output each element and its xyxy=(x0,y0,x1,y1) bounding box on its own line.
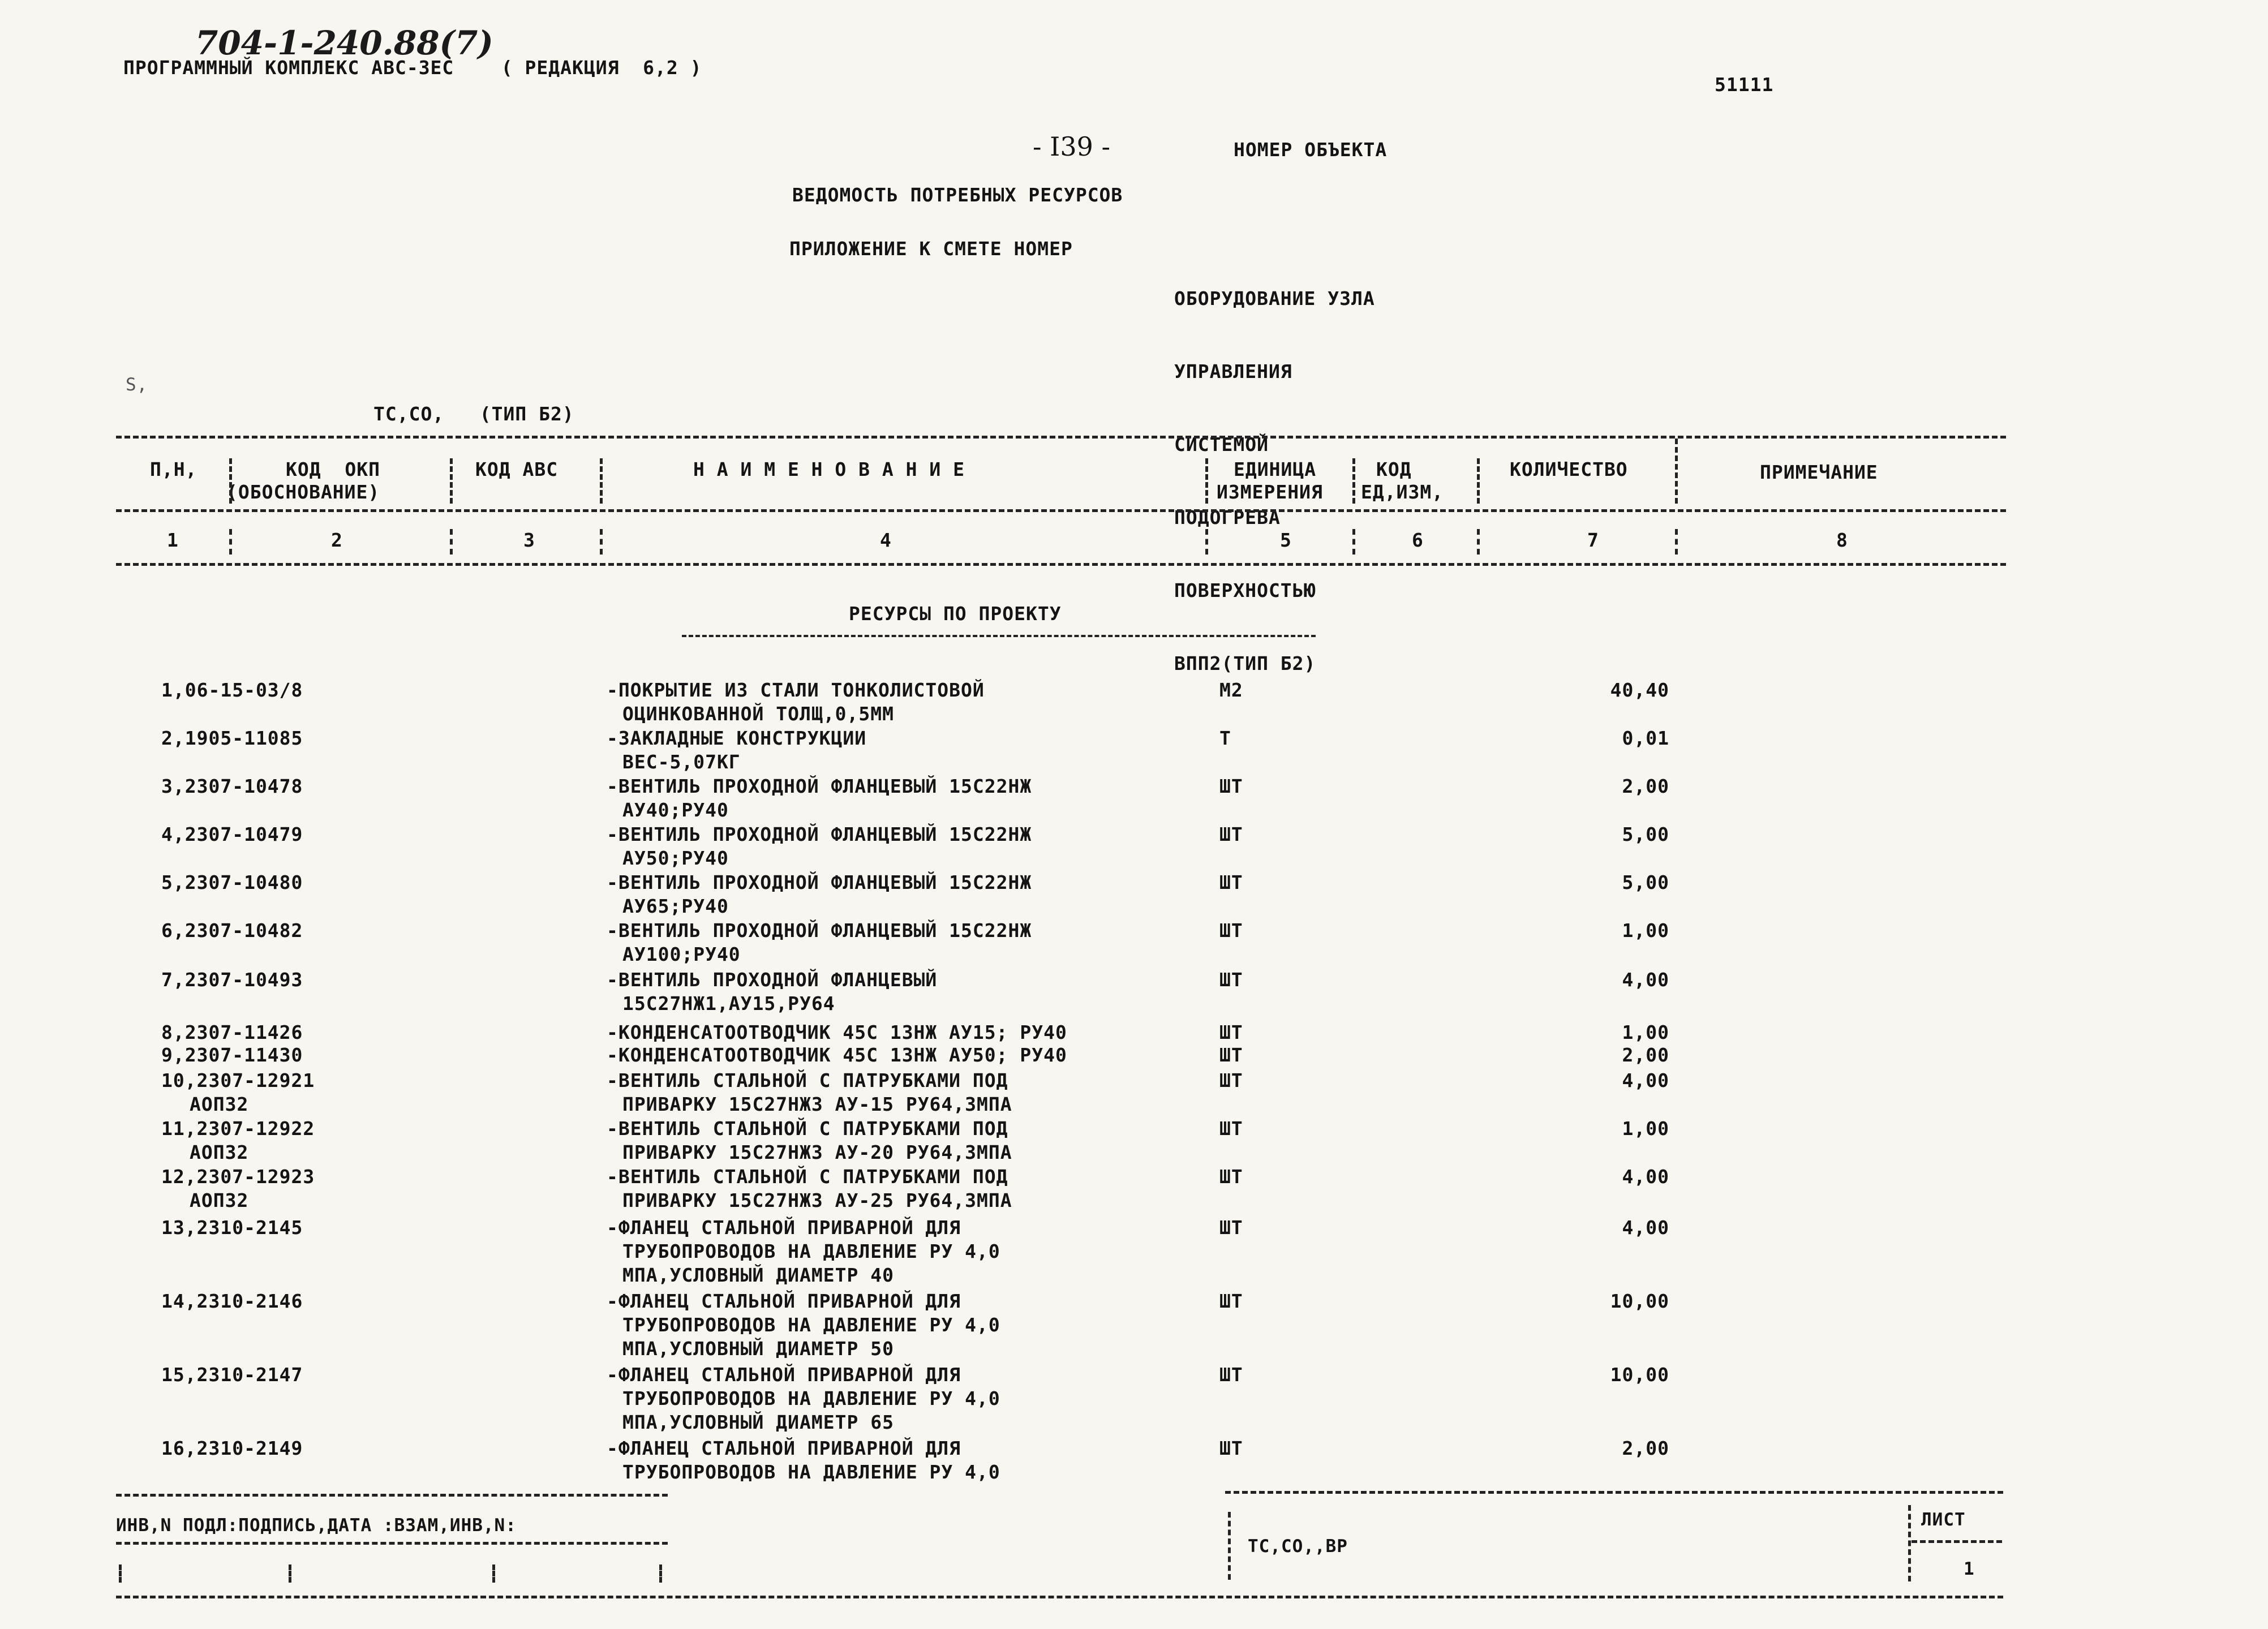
header-unit-code-measure: ЕД,ИЗМ, xyxy=(1361,481,1444,503)
header-name: Н А И М Е Н О В А Н И Е xyxy=(693,458,965,480)
row-code: 15,2310-2147 xyxy=(161,1364,303,1386)
col-number: 5 xyxy=(1280,529,1292,551)
row-name-line: ТРУБОПРОВОДОВ НА ДАВЛЕНИЕ РУ 4,0 xyxy=(622,1461,1000,1483)
appendix-line: ВПП2(ТИП Б2) xyxy=(1174,652,1316,674)
page-number: - I39 - xyxy=(1033,131,1111,162)
row-code: 2,1905-11085 xyxy=(161,727,303,749)
header-unit-code: КОД xyxy=(1376,458,1412,480)
header-mid-rule xyxy=(116,509,2006,512)
col-separator xyxy=(600,529,603,555)
col-number: 1 xyxy=(167,529,179,551)
col-number: 2 xyxy=(331,529,343,551)
col-number: 6 xyxy=(1412,529,1424,551)
row-name-line: -КОНДЕНСАТООТВОДЧИК 45С 13НЖ АУ15; РУ40 xyxy=(607,1021,1067,1043)
row-name-line: -ВЕНТИЛЬ ПРОХОДНОЙ ФЛАНЦЕВЫЙ 15С22НЖ xyxy=(607,775,1032,797)
row-name-line: ПРИВАРКУ 15С27НЖ3 АУ-20 РУ64,3МПА xyxy=(622,1141,1012,1163)
row-unit: ШТ xyxy=(1219,1437,1243,1459)
row-name-line: ТРУБОПРОВОДОВ НА ДАВЛЕНИЕ РУ 4,0 xyxy=(622,1314,1000,1336)
row-quantity: 1,00 xyxy=(1622,1021,1669,1043)
row-unit: ШТ xyxy=(1219,1290,1243,1312)
col-number: 3 xyxy=(523,529,535,551)
row-code: 16,2310-2149 xyxy=(161,1437,303,1459)
col-separator xyxy=(450,458,453,504)
row-code: 13,2310-2145 xyxy=(161,1217,303,1239)
sheet-number: 1 xyxy=(1964,1559,1975,1579)
row-name-line: МПА,УСЛОВНЫЙ ДИАМЕТР 40 xyxy=(622,1264,894,1286)
col-number: 7 xyxy=(1587,529,1599,551)
row-name-line: ВЕС-5,07КГ xyxy=(622,751,741,773)
footer-separator xyxy=(659,1564,662,1583)
row-unit: ШТ xyxy=(1219,1021,1243,1043)
col-separator xyxy=(1352,529,1355,555)
header-row-number: П,Н, xyxy=(150,458,197,480)
row-name-line: АУ65;РУ40 xyxy=(622,895,729,917)
col-separator xyxy=(1352,458,1355,504)
handwritten-project-code: 704-1-240.88(7) xyxy=(195,24,493,62)
row-name-line: -ФЛАНЕЦ СТАЛЬНОЙ ПРИВАРНОЙ ДЛЯ xyxy=(607,1437,961,1459)
row-code: 11,2307-12922 xyxy=(161,1117,315,1140)
appendix-label: ПРИЛОЖЕНИЕ К СМЕТЕ НОМЕР xyxy=(789,238,1073,260)
sheet-label: ЛИСТ xyxy=(1921,1510,1966,1530)
row-unit: ШТ xyxy=(1219,871,1243,893)
sheet-rule xyxy=(1912,1540,2002,1543)
row-quantity: 4,00 xyxy=(1622,1217,1669,1239)
row-name-line: -ВЕНТИЛЬ СТАЛЬНОЙ С ПАТРУБКАМИ ПОД xyxy=(607,1069,1008,1091)
row-unit: ШТ xyxy=(1219,1364,1243,1386)
row-unit: Т xyxy=(1219,727,1231,749)
row-name-line: АУ50;РУ40 xyxy=(622,847,729,869)
row-quantity: 2,00 xyxy=(1622,1044,1669,1066)
row-code: 5,2307-10480 xyxy=(161,871,303,893)
footer-left-top-rule xyxy=(116,1494,668,1497)
col-separator xyxy=(1675,529,1678,555)
row-name-line: ОЦИНКОВАННОЙ ТОЛЩ,0,5ММ xyxy=(622,703,894,725)
row-code-suffix: АОП32 xyxy=(190,1141,249,1163)
header-bottom-rule xyxy=(116,563,2006,566)
row-unit: ШТ xyxy=(1219,1044,1243,1066)
footer-separator xyxy=(289,1564,291,1583)
row-name-line: ПРИВАРКУ 15С27НЖ3 АУ-15 РУ64,3МПА xyxy=(622,1093,1012,1115)
row-code: 12,2307-12923 xyxy=(161,1166,315,1188)
type-line: ТС,СО, (ТИП Б2) xyxy=(373,403,574,425)
footer-separator xyxy=(1228,1512,1231,1580)
row-unit: ШТ xyxy=(1219,1166,1243,1188)
header-unit: ЕДИНИЦА xyxy=(1234,458,1317,480)
row-name-line: -ВЕНТИЛЬ ПРОХОДНОЙ ФЛАНЦЕВЫЙ xyxy=(607,969,938,991)
header-justification: (ОБОСНОВАНИЕ) xyxy=(226,481,380,503)
row-unit: ШТ xyxy=(1219,1069,1243,1091)
footer-right-top-rule xyxy=(1225,1491,2003,1494)
row-name-line: МПА,УСЛОВНЫЙ ДИАМЕТР 65 xyxy=(622,1411,894,1433)
row-code: 4,2307-10479 xyxy=(161,823,303,845)
header-quantity: КОЛИЧЕСТВО xyxy=(1510,458,1628,480)
row-name-line: МПА,УСЛОВНЫЙ ДИАМЕТР 50 xyxy=(622,1338,894,1360)
row-name-line: -КОНДЕНСАТООТВОДЧИК 45С 13НЖ АУ50; РУ40 xyxy=(607,1044,1067,1066)
row-code: 9,2307-11430 xyxy=(161,1044,303,1066)
appendix-line: СИСТЕМОЙ xyxy=(1174,433,1269,455)
row-unit: ШТ xyxy=(1219,775,1243,797)
row-quantity: 1,00 xyxy=(1622,1117,1669,1140)
row-quantity: 4,00 xyxy=(1622,1069,1669,1091)
appendix-line: ОБОРУДОВАНИЕ УЗЛА xyxy=(1174,287,1375,310)
document-number: 51111 xyxy=(1715,74,1774,96)
row-code: 7,2307-10493 xyxy=(161,969,303,991)
col-separator xyxy=(1205,529,1208,555)
row-name-line: -ВЕНТИЛЬ ПРОХОДНОЙ ФЛАНЦЕВЫЙ 15С22НЖ xyxy=(607,919,1032,942)
row-name-line: -ВЕНТИЛЬ ПРОХОДНОЙ ФЛАНЦЕВЫЙ 15С22НЖ xyxy=(607,823,1032,845)
col-separator xyxy=(450,529,453,555)
row-code: 6,2307-10482 xyxy=(161,919,303,942)
row-quantity: 4,00 xyxy=(1622,1166,1669,1188)
row-code: 10,2307-12921 xyxy=(161,1069,315,1091)
row-code-suffix: АОП32 xyxy=(190,1093,249,1115)
row-quantity: 2,00 xyxy=(1622,1437,1669,1459)
row-quantity: 0,01 xyxy=(1622,727,1669,749)
footer-signature-header: ИНВ,N ПОДЛ:ПОДПИСЬ,ДАТА :ВЗАМ,ИНВ,N: xyxy=(116,1515,517,1536)
row-quantity: 2,00 xyxy=(1622,775,1669,797)
row-name-line: ПРИВАРКУ 15С27НЖ3 АУ-25 РУ64,3МПА xyxy=(622,1189,1012,1211)
appendix-line: ПОДОГРЕВА xyxy=(1174,506,1281,528)
col-separator xyxy=(229,458,232,504)
row-name-line: -ЗАКЛАДНЫЕ КОНСТРУКЦИИ xyxy=(607,727,867,749)
row-code: 1,06-15-03/8 xyxy=(161,679,303,701)
row-code: 8,2307-11426 xyxy=(161,1021,303,1043)
row-name-line: -ПОКРЫТИЕ ИЗ СТАЛИ ТОНКОЛИСТОВОЙ xyxy=(607,679,985,701)
row-name-line: -ФЛАНЕЦ СТАЛЬНОЙ ПРИВАРНОЙ ДЛЯ xyxy=(607,1217,961,1239)
row-unit: ШТ xyxy=(1219,969,1243,991)
margin-mark: S, xyxy=(126,375,148,395)
row-code: 3,2307-10478 xyxy=(161,775,303,797)
row-name-line: 15С27НЖ1,АУ15,РУ64 xyxy=(622,992,835,1015)
stamp-code: ТС,СО,,ВР xyxy=(1248,1536,1348,1557)
row-quantity: 4,00 xyxy=(1622,969,1669,991)
section-title-underline xyxy=(682,635,1316,637)
footer-separator xyxy=(119,1564,122,1583)
row-quantity: 1,00 xyxy=(1622,919,1669,942)
row-unit: ШТ xyxy=(1219,823,1243,845)
col-separator xyxy=(1477,529,1480,555)
row-code: 14,2310-2146 xyxy=(161,1290,303,1312)
header-note: ПРИМЕЧАНИЕ xyxy=(1760,461,1878,483)
row-name-line: ТРУБОПРОВОДОВ НА ДАВЛЕНИЕ РУ 4,0 xyxy=(622,1240,1000,1262)
row-name-line: ТРУБОПРОВОДОВ НА ДАВЛЕНИЕ РУ 4,0 xyxy=(622,1387,1000,1409)
col-separator xyxy=(1675,439,1678,504)
header-unit-measure: ИЗМЕРЕНИЯ xyxy=(1217,481,1323,503)
row-name-line: -ФЛАНЕЦ СТАЛЬНОЙ ПРИВАРНОЙ ДЛЯ xyxy=(607,1290,961,1312)
row-name-line: АУ40;РУ40 xyxy=(622,799,729,821)
object-number-label: НОМЕР ОБЪЕКТА xyxy=(1234,139,1388,161)
row-unit: ШТ xyxy=(1219,919,1243,942)
appendix-line: УПРАВЛЕНИЯ xyxy=(1174,360,1292,382)
row-unit: М2 xyxy=(1219,679,1243,701)
row-quantity: 5,00 xyxy=(1622,871,1669,893)
col-number: 4 xyxy=(880,529,892,551)
row-name-line: -ФЛАНЕЦ СТАЛЬНОЙ ПРИВАРНОЙ ДЛЯ xyxy=(607,1364,961,1386)
program-line: ПРОГРАММНЫЙ КОМПЛЕКС АВС-ЗЕС ( РЕДАКЦИЯ 6,2 ) xyxy=(123,57,702,79)
row-code-suffix: АОП32 xyxy=(190,1189,249,1211)
header-abc-code: КОД АВС xyxy=(475,458,559,480)
document-title: ВЕДОМОСТЬ ПОТРЕБНЫХ РЕСУРСОВ xyxy=(792,184,1123,206)
row-name-line: -ВЕНТИЛЬ СТАЛЬНОЙ С ПАТРУБКАМИ ПОД xyxy=(607,1166,1008,1188)
col-separator xyxy=(1205,458,1208,504)
row-name-line: -ВЕНТИЛЬ СТАЛЬНОЙ С ПАТРУБКАМИ ПОД xyxy=(607,1117,1008,1140)
row-unit: ШТ xyxy=(1219,1217,1243,1239)
row-name-line: АУ100;РУ40 xyxy=(622,943,741,965)
col-number: 8 xyxy=(1836,529,1848,551)
row-unit: ШТ xyxy=(1219,1117,1243,1140)
col-separator xyxy=(229,529,232,555)
header-okp-code: КОД ОКП xyxy=(286,458,380,480)
row-quantity: 10,00 xyxy=(1610,1290,1669,1312)
row-quantity: 5,00 xyxy=(1622,823,1669,845)
col-separator xyxy=(600,458,603,504)
section-title: РЕСУРСЫ ПО ПРОЕКТУ xyxy=(849,603,1062,625)
col-separator xyxy=(1477,458,1480,504)
table-top-rule xyxy=(116,436,2006,439)
row-quantity: 40,40 xyxy=(1610,679,1669,701)
appendix-line: ПОВЕРХНОСТЬЮ xyxy=(1174,579,1316,601)
footer-separator xyxy=(492,1564,495,1583)
row-quantity: 10,00 xyxy=(1610,1364,1669,1386)
row-name-line: -ВЕНТИЛЬ ПРОХОДНОЙ ФЛАНЦЕВЫЙ 15С22НЖ xyxy=(607,871,1032,893)
page-bottom-rule xyxy=(116,1596,2003,1598)
footer-separator xyxy=(1908,1505,1911,1581)
footer-left-mid-rule xyxy=(116,1542,668,1545)
